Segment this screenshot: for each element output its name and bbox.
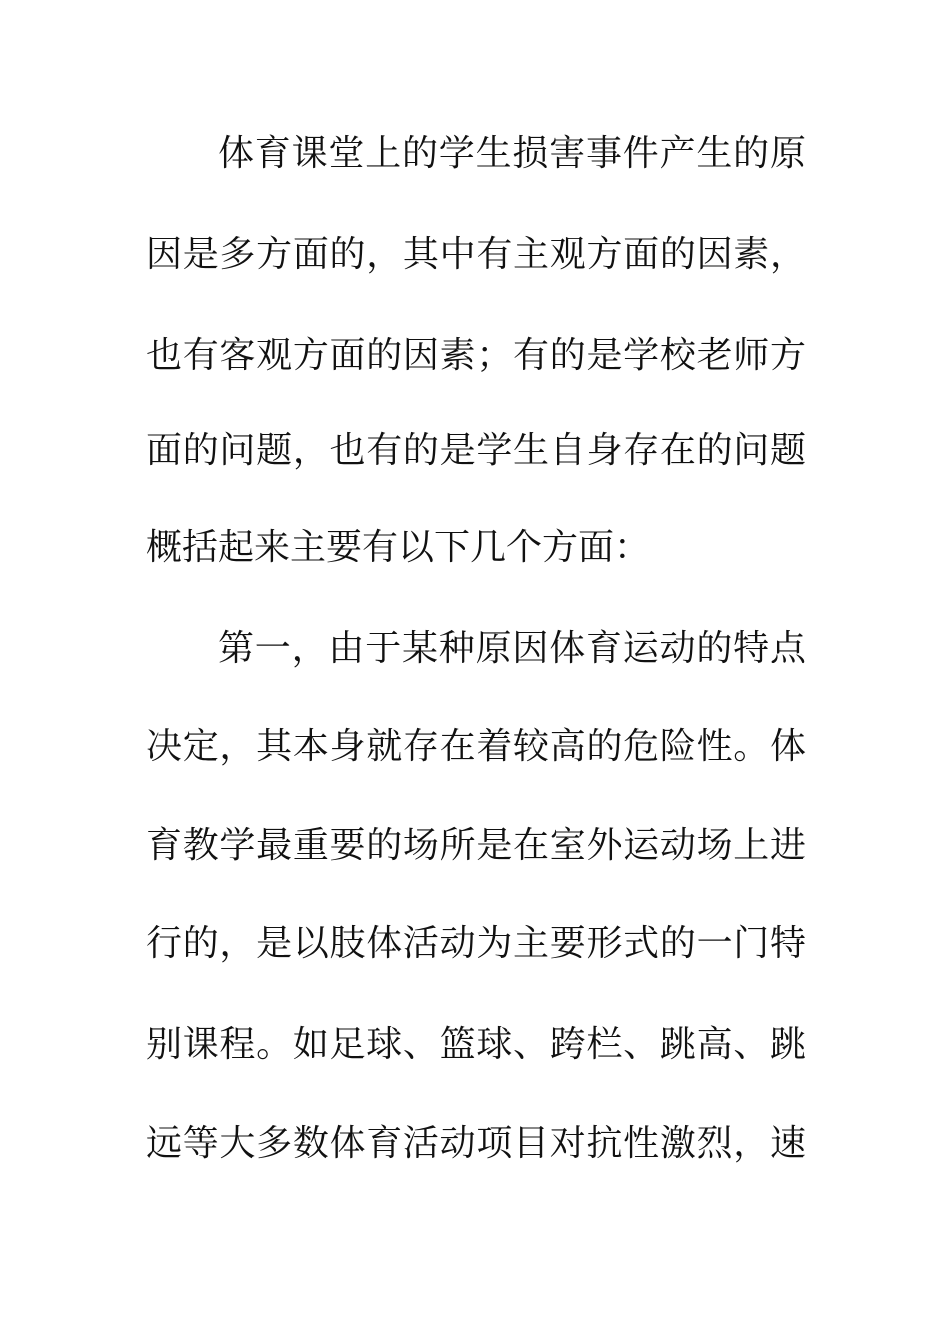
paragraph-2-line-3: 育教学最重要的场所是在室外运动场上进 <box>146 825 806 866</box>
paragraph-1-line-3: 也有客观方面的因素；有的是学校老师方 <box>146 335 806 376</box>
paragraph-2-line-1: 第一，由于某种原因体育运动的特点 <box>218 628 806 669</box>
paragraph-1-line-5: 概括起来主要有以下几个方面： <box>146 527 651 568</box>
paragraph-2-line-5: 别课程。如足球、篮球、跨栏、跳高、跳 <box>146 1024 806 1065</box>
paragraph-2-line-4: 行的，是以肢体活动为主要形式的一门特 <box>146 923 806 964</box>
paragraph-1-line-4: 面的问题，也有的是学生自身存在的问题 <box>146 430 806 471</box>
paragraph-2-line-6: 远等大多数体育活动项目对抗性激烈，速 <box>146 1123 806 1164</box>
paragraph-1-line-2: 因是多方面的，其中有主观方面的因素， <box>146 234 806 275</box>
paragraph-1-line-1: 体育课堂上的学生损害事件产生的原 <box>218 133 806 174</box>
paragraph-2-line-2: 决定，其本身就存在着较高的危险性。体 <box>146 726 806 767</box>
